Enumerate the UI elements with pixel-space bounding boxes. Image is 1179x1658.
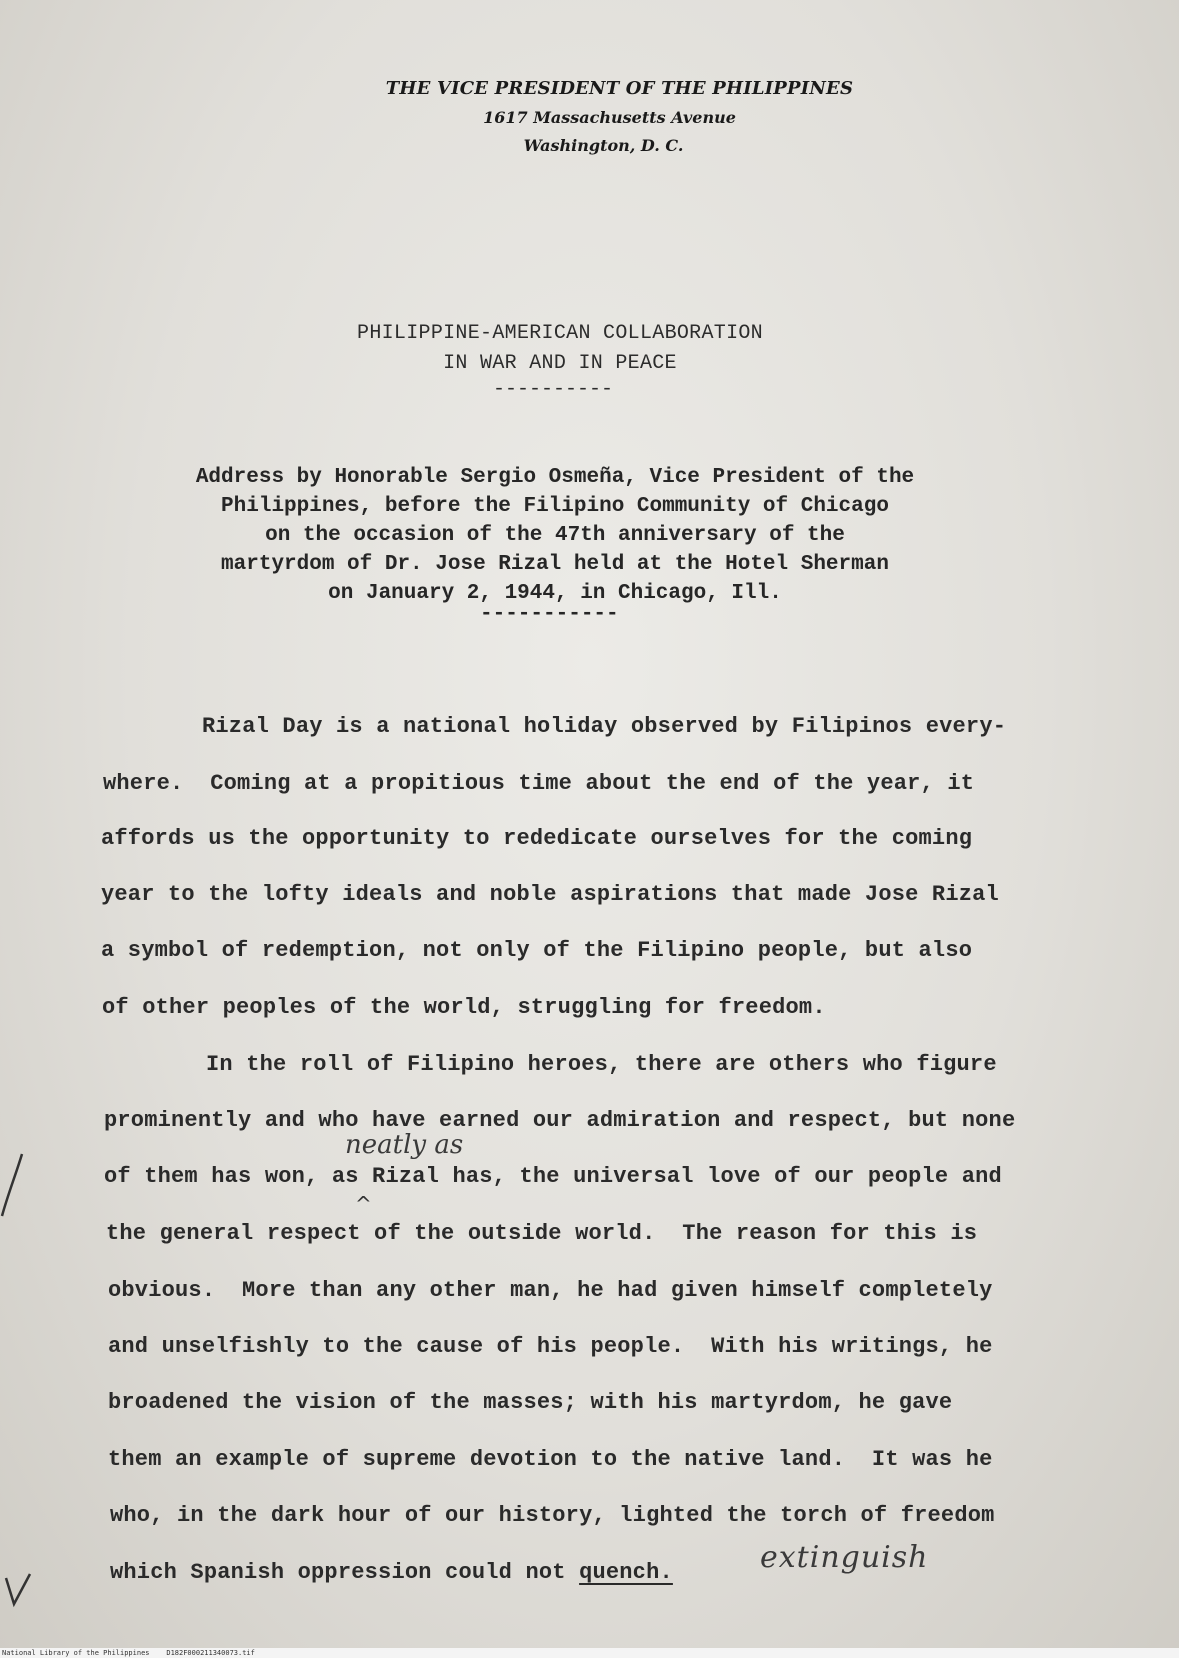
address-line-2: Philippines, before the Filipino Community of Chicago xyxy=(221,495,889,518)
paragraph-1-line: of other peoples of the world, struggling for freedom. xyxy=(102,995,826,1020)
handwritten-correction: extinguish xyxy=(760,1540,929,1575)
handwritten-insertion: neatly as xyxy=(345,1130,464,1160)
paragraph-1-line: where. Coming at a propitious time about the end of the year, it xyxy=(103,771,975,796)
margin-stroke-icon xyxy=(0,1150,30,1220)
paragraph-2-line: them an example of supreme devotion to the native land. It was he xyxy=(108,1447,993,1472)
document-title: PHILIPPINE-AMERICAN COLLABORATION xyxy=(357,322,763,345)
paragraph-1-line: year to the lofty ideals and noble aspirations that made Jose Rizal xyxy=(101,882,999,907)
letterhead-city: Washington, D. C. xyxy=(523,136,684,155)
paragraph-2-line: and unselfishly to the cause of his people. With his writings, he xyxy=(108,1334,993,1359)
paragraph-1-line: Rizal Day is a national holiday observed by Filipinos every- xyxy=(202,714,1007,739)
paragraph-2-line: the general respect of the outside world. The reason for this is xyxy=(106,1221,978,1246)
title-rule: ---------- xyxy=(493,378,614,401)
letterhead-street: 1617 Massachusetts Avenue xyxy=(483,108,736,127)
paragraph-1-line: affords us the opportunity to rededicate ourselves for the coming xyxy=(101,826,973,851)
address-line-5: on January 2, 1944, in Chicago, Ill. xyxy=(328,582,782,605)
paragraph-1-line: a symbol of redemption, not only of the Filipino people, but also xyxy=(101,938,973,963)
address-line-4: martyrdom of Dr. Jose Rizal held at the Hotel Sherman xyxy=(221,553,889,576)
paragraph-2-last-line xyxy=(110,1560,673,1585)
paragraph-2-line: of them has won, as Rizal has, the universal love of our people and xyxy=(104,1164,1002,1189)
last-line-text: which Spanish oppression could not xyxy=(110,1560,580,1585)
paragraph-2-line: prominently and who have earned our admiration and respect, but none xyxy=(104,1108,1016,1133)
letterhead-title: THE VICE PRESIDENT OF THE PHILIPPINES xyxy=(385,78,854,99)
underlined-word: quench. xyxy=(579,1560,673,1585)
address-rule: ----------- xyxy=(480,603,619,626)
paragraph-2-line: broadened the vision of the masses; with his martyrdom, he gave xyxy=(108,1390,953,1415)
scan-footer: National Library of the Philippines D182F000211340073.tif xyxy=(0,1648,1179,1658)
paragraph-2-line: obvious. More than any other man, he had given himself completely xyxy=(108,1278,993,1303)
insertion-caret: ^ xyxy=(355,1192,372,1216)
paragraph-2-line: In the roll of Filipino heroes, there are others who figure xyxy=(206,1052,997,1077)
document-subtitle: IN WAR AND IN PEACE xyxy=(443,352,677,375)
checkmark-icon xyxy=(0,1570,40,1610)
paragraph-2-line: who, in the dark hour of our history, lighted the torch of freedom xyxy=(110,1503,995,1528)
address-line-3: on the occasion of the 47th anniversary of the xyxy=(265,524,845,547)
address-line-1: Address by Honorable Sergio Osmeña, Vice President of the xyxy=(195,466,915,489)
